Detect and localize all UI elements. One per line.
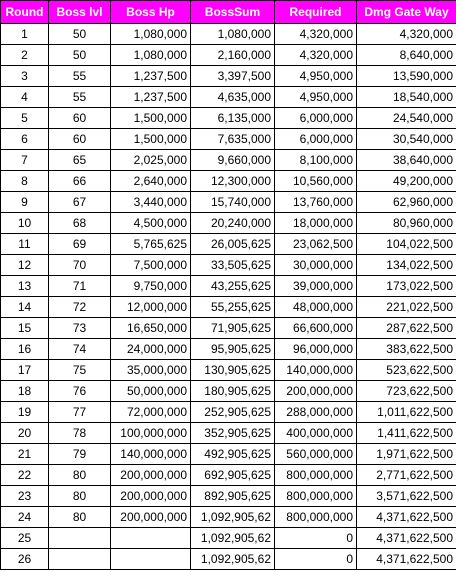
table-row xyxy=(1,45,456,66)
dmg-gate-way-cell[interactable]: 49,200,000 xyxy=(357,171,456,192)
required-cell[interactable]: 39,000,000 xyxy=(275,276,357,297)
boss-lvl-cell[interactable]: 60 xyxy=(49,129,111,150)
boss-sum-cell[interactable]: 6,135,000 xyxy=(191,108,275,129)
required-cell[interactable]: 400,000,000 xyxy=(275,423,357,444)
column-header-boss-hp: Boss Hp xyxy=(111,1,191,24)
round-cell[interactable]: 10 xyxy=(1,213,49,234)
required-cell[interactable]: 6,000,000 xyxy=(275,129,357,150)
boss-hp-cell[interactable]: 200,000,000 xyxy=(111,507,191,528)
boss-sum-cell[interactable]: 71,905,625 xyxy=(191,318,275,339)
boss-lvl-cell[interactable]: 80 xyxy=(49,486,111,507)
boss-hp-cell[interactable]: 1,500,000 xyxy=(111,129,191,150)
boss-hp-cell[interactable]: 140,000,000 xyxy=(111,444,191,465)
boss-lvl-cell[interactable]: 74 xyxy=(49,339,111,360)
boss-sum-cell[interactable]: 492,905,625 xyxy=(191,444,275,465)
table-row xyxy=(1,150,456,171)
boss-hp-cell[interactable] xyxy=(111,528,191,549)
round-cell[interactable]: 4 xyxy=(1,87,49,108)
round-cell[interactable]: 22 xyxy=(1,465,49,486)
round-cell[interactable]: 13 xyxy=(1,276,49,297)
boss-sum-cell[interactable]: 15,740,000 xyxy=(191,192,275,213)
table-row xyxy=(1,465,456,486)
table-row xyxy=(1,402,456,423)
round-cell[interactable]: 25 xyxy=(1,528,49,549)
required-cell[interactable]: 10,560,000 xyxy=(275,171,357,192)
round-cell[interactable]: 5 xyxy=(1,108,49,129)
required-cell[interactable]: 48,000,000 xyxy=(275,297,357,318)
table-row xyxy=(1,423,456,444)
table-row xyxy=(1,444,456,465)
required-cell[interactable]: 140,000,000 xyxy=(275,360,357,381)
boss-lvl-cell[interactable]: 80 xyxy=(49,507,111,528)
required-cell[interactable]: 4,320,000 xyxy=(275,24,357,45)
boss-sum-cell[interactable]: 55,255,625 xyxy=(191,297,275,318)
table-row xyxy=(1,549,456,570)
boss-sum-cell[interactable]: 1,080,000 xyxy=(191,24,275,45)
dmg-gate-way-cell[interactable]: 4,371,622,500 xyxy=(357,507,456,528)
table-row xyxy=(1,507,456,528)
dmg-gate-way-cell[interactable]: 4,320,000 xyxy=(357,24,456,45)
boss-hp-cell[interactable]: 7,500,000 xyxy=(111,255,191,276)
round-cell[interactable]: 26 xyxy=(1,549,49,570)
required-cell[interactable]: 6,000,000 xyxy=(275,108,357,129)
boss-lvl-cell[interactable]: 75 xyxy=(49,360,111,381)
boss-hp-cell[interactable]: 35,000,000 xyxy=(111,360,191,381)
dmg-gate-way-cell[interactable]: 62,960,000 xyxy=(357,192,456,213)
boss-hp-cell[interactable]: 4,500,000 xyxy=(111,213,191,234)
boss-lvl-cell[interactable]: 78 xyxy=(49,423,111,444)
boss-lvl-cell[interactable]: 80 xyxy=(49,465,111,486)
dmg-gate-way-cell[interactable]: 221,022,500 xyxy=(357,297,456,318)
boss-lvl-cell[interactable]: 65 xyxy=(49,150,111,171)
dmg-gate-way-cell[interactable]: 18,540,000 xyxy=(357,87,456,108)
boss-sum-cell[interactable]: 1,092,905,62 xyxy=(191,549,275,570)
table-row xyxy=(1,360,456,381)
required-cell[interactable]: 96,000,000 xyxy=(275,339,357,360)
dmg-gate-way-cell[interactable]: 287,622,500 xyxy=(357,318,456,339)
round-cell[interactable]: 1 xyxy=(1,24,49,45)
boss-sum-cell[interactable]: 130,905,625 xyxy=(191,360,275,381)
table-row xyxy=(1,297,456,318)
dmg-gate-way-cell[interactable]: 38,640,000 xyxy=(357,150,456,171)
dmg-gate-way-cell[interactable]: 383,622,500 xyxy=(357,339,456,360)
dmg-gate-way-cell[interactable]: 3,571,622,500 xyxy=(357,486,456,507)
boss-lvl-cell[interactable]: 70 xyxy=(49,255,111,276)
boss-hp-cell[interactable]: 2,640,000 xyxy=(111,171,191,192)
required-cell[interactable]: 800,000,000 xyxy=(275,486,357,507)
required-cell[interactable]: 4,320,000 xyxy=(275,45,357,66)
boss-hp-cell[interactable]: 1,080,000 xyxy=(111,24,191,45)
round-cell[interactable]: 12 xyxy=(1,255,49,276)
required-cell[interactable]: 288,000,000 xyxy=(275,402,357,423)
boss-lvl-cell[interactable]: 60 xyxy=(49,108,111,129)
boss-hp-cell[interactable]: 100,000,000 xyxy=(111,423,191,444)
table-row xyxy=(1,213,456,234)
boss-lvl-cell[interactable]: 72 xyxy=(49,297,111,318)
boss-hp-cell[interactable] xyxy=(111,549,191,570)
boss-lvl-cell[interactable] xyxy=(49,528,111,549)
boss-lvl-cell[interactable]: 68 xyxy=(49,213,111,234)
required-cell[interactable]: 13,760,000 xyxy=(275,192,357,213)
boss-hp-cell[interactable]: 200,000,000 xyxy=(111,465,191,486)
boss-sum-cell[interactable]: 9,660,000 xyxy=(191,150,275,171)
table-row xyxy=(1,171,456,192)
boss-sum-cell[interactable]: 352,905,625 xyxy=(191,423,275,444)
table-row xyxy=(1,87,456,108)
boss-hp-cell[interactable]: 1,500,000 xyxy=(111,108,191,129)
round-cell[interactable]: 23 xyxy=(1,486,49,507)
boss-lvl-cell[interactable]: 76 xyxy=(49,381,111,402)
boss-sum-cell[interactable]: 95,905,625 xyxy=(191,339,275,360)
round-cell[interactable]: 2 xyxy=(1,45,49,66)
boss-hp-cell[interactable]: 5,765,625 xyxy=(111,234,191,255)
boss-sum-cell[interactable]: 12,300,000 xyxy=(191,171,275,192)
boss-lvl-cell[interactable]: 79 xyxy=(49,444,111,465)
table-row xyxy=(1,486,456,507)
round-cell[interactable]: 19 xyxy=(1,402,49,423)
round-cell[interactable]: 18 xyxy=(1,381,49,402)
boss-lvl-cell[interactable]: 69 xyxy=(49,234,111,255)
dmg-gate-way-cell[interactable]: 4,371,622,500 xyxy=(357,528,456,549)
boss-hp-cell[interactable]: 9,750,000 xyxy=(111,276,191,297)
table-row xyxy=(1,129,456,150)
boss-hp-cell[interactable]: 1,080,000 xyxy=(111,45,191,66)
boss-sum-cell[interactable]: 20,240,000 xyxy=(191,213,275,234)
table-row xyxy=(1,66,456,87)
column-header-boss-sum: BossSum xyxy=(191,1,275,24)
table-row xyxy=(1,381,456,402)
boss-sum-cell[interactable]: 1,092,905,62 xyxy=(191,528,275,549)
round-cell[interactable]: 14 xyxy=(1,297,49,318)
table-row xyxy=(1,318,456,339)
boss-lvl-cell[interactable]: 50 xyxy=(49,24,111,45)
boss-lvl-cell[interactable]: 67 xyxy=(49,192,111,213)
dmg-gate-way-cell[interactable]: 4,371,622,500 xyxy=(357,549,456,570)
round-cell[interactable]: 16 xyxy=(1,339,49,360)
header-row xyxy=(1,1,456,24)
required-cell[interactable]: 18,000,000 xyxy=(275,213,357,234)
boss-hp-cell[interactable]: 2,025,000 xyxy=(111,150,191,171)
table-row xyxy=(1,24,456,45)
required-cell[interactable]: 0 xyxy=(275,528,357,549)
dmg-gate-way-cell[interactable]: 13,590,000 xyxy=(357,66,456,87)
boss-lvl-cell[interactable]: 77 xyxy=(49,402,111,423)
column-header-required: Required xyxy=(275,1,357,24)
dmg-gate-way-cell[interactable]: 2,771,622,500 xyxy=(357,465,456,486)
boss-sum-cell[interactable]: 2,160,000 xyxy=(191,45,275,66)
boss-hp-cell[interactable]: 3,440,000 xyxy=(111,192,191,213)
required-cell[interactable]: 560,000,000 xyxy=(275,444,357,465)
dmg-gate-way-cell[interactable]: 173,022,500 xyxy=(357,276,456,297)
boss-hp-cell[interactable]: 24,000,000 xyxy=(111,339,191,360)
required-cell[interactable]: 800,000,000 xyxy=(275,465,357,486)
round-cell[interactable]: 9 xyxy=(1,192,49,213)
table-row xyxy=(1,276,456,297)
dmg-gate-way-cell[interactable]: 523,622,500 xyxy=(357,360,456,381)
required-cell[interactable]: 200,000,000 xyxy=(275,381,357,402)
table-row xyxy=(1,528,456,549)
round-cell[interactable]: 8 xyxy=(1,171,49,192)
column-header-round: Round xyxy=(1,1,49,24)
boss-lvl-cell[interactable] xyxy=(49,549,111,570)
dmg-gate-way-cell[interactable]: 8,640,000 xyxy=(357,45,456,66)
boss-lvl-cell[interactable]: 50 xyxy=(49,45,111,66)
round-cell[interactable]: 7 xyxy=(1,150,49,171)
boss-sum-cell[interactable]: 892,905,625 xyxy=(191,486,275,507)
boss-sum-cell[interactable]: 1,092,905,62 xyxy=(191,507,275,528)
dmg-gate-way-cell[interactable]: 1,411,622,500 xyxy=(357,423,456,444)
boss-hp-cell[interactable]: 12,000,000 xyxy=(111,297,191,318)
boss-lvl-cell[interactable]: 66 xyxy=(49,171,111,192)
boss-lvl-cell[interactable]: 73 xyxy=(49,318,111,339)
dmg-gate-way-cell[interactable]: 30,540,000 xyxy=(357,129,456,150)
boss-hp-cell[interactable]: 200,000,000 xyxy=(111,486,191,507)
boss-lvl-cell[interactable]: 71 xyxy=(49,276,111,297)
boss-lvl-cell[interactable]: 55 xyxy=(49,87,111,108)
table-row xyxy=(1,339,456,360)
boss-sum-cell[interactable]: 33,505,625 xyxy=(191,255,275,276)
round-cell[interactable]: 6 xyxy=(1,129,49,150)
table-row xyxy=(1,192,456,213)
required-cell[interactable]: 23,062,500 xyxy=(275,234,357,255)
boss-hp-cell[interactable]: 50,000,000 xyxy=(111,381,191,402)
round-cell[interactable]: 24 xyxy=(1,507,49,528)
required-cell[interactable]: 66,600,000 xyxy=(275,318,357,339)
round-cell[interactable]: 15 xyxy=(1,318,49,339)
boss-hp-cell[interactable]: 72,000,000 xyxy=(111,402,191,423)
required-cell[interactable]: 4,950,000 xyxy=(275,87,357,108)
round-cell[interactable]: 21 xyxy=(1,444,49,465)
column-header-dmg-gate-way: Dmg Gate Way xyxy=(357,1,456,24)
boss-sum-cell[interactable]: 43,255,625 xyxy=(191,276,275,297)
table-row xyxy=(1,255,456,276)
boss-hp-cell[interactable]: 1,237,500 xyxy=(111,66,191,87)
boss-hp-cell[interactable]: 16,650,000 xyxy=(111,318,191,339)
boss-sum-cell[interactable]: 252,905,625 xyxy=(191,402,275,423)
table-row xyxy=(1,108,456,129)
boss-sum-cell[interactable]: 7,635,000 xyxy=(191,129,275,150)
round-cell[interactable]: 20 xyxy=(1,423,49,444)
column-header-boss-lvl: Boss lvl xyxy=(49,1,111,24)
round-cell[interactable]: 11 xyxy=(1,234,49,255)
boss-lvl-cell[interactable]: 55 xyxy=(49,66,111,87)
dmg-gate-way-cell[interactable]: 80,960,000 xyxy=(357,213,456,234)
required-cell[interactable]: 800,000,000 xyxy=(275,507,357,528)
table-body xyxy=(1,24,456,570)
boss-sum-cell[interactable]: 3,397,500 xyxy=(191,66,275,87)
boss-sum-cell[interactable]: 26,005,625 xyxy=(191,234,275,255)
dmg-gate-way-cell[interactable]: 1,971,622,500 xyxy=(357,444,456,465)
boss-hp-cell[interactable]: 1,237,500 xyxy=(111,87,191,108)
required-cell[interactable]: 30,000,000 xyxy=(275,255,357,276)
dmg-gate-way-cell[interactable]: 134,022,500 xyxy=(357,255,456,276)
boss-sum-cell[interactable]: 4,635,000 xyxy=(191,87,275,108)
boss-sum-cell[interactable]: 180,905,625 xyxy=(191,381,275,402)
dmg-gate-way-cell[interactable]: 24,540,000 xyxy=(357,108,456,129)
table-row xyxy=(1,234,456,255)
round-cell[interactable]: 3 xyxy=(1,66,49,87)
round-cell[interactable]: 17 xyxy=(1,360,49,381)
boss-sum-cell[interactable]: 692,905,625 xyxy=(191,465,275,486)
dmg-gate-way-cell[interactable]: 723,622,500 xyxy=(357,381,456,402)
required-cell[interactable]: 8,100,000 xyxy=(275,150,357,171)
dmg-gate-way-cell[interactable]: 104,022,500 xyxy=(357,234,456,255)
required-cell[interactable]: 4,950,000 xyxy=(275,66,357,87)
required-cell[interactable]: 0 xyxy=(275,549,357,570)
dmg-gate-way-cell[interactable]: 1,011,622,500 xyxy=(357,402,456,423)
